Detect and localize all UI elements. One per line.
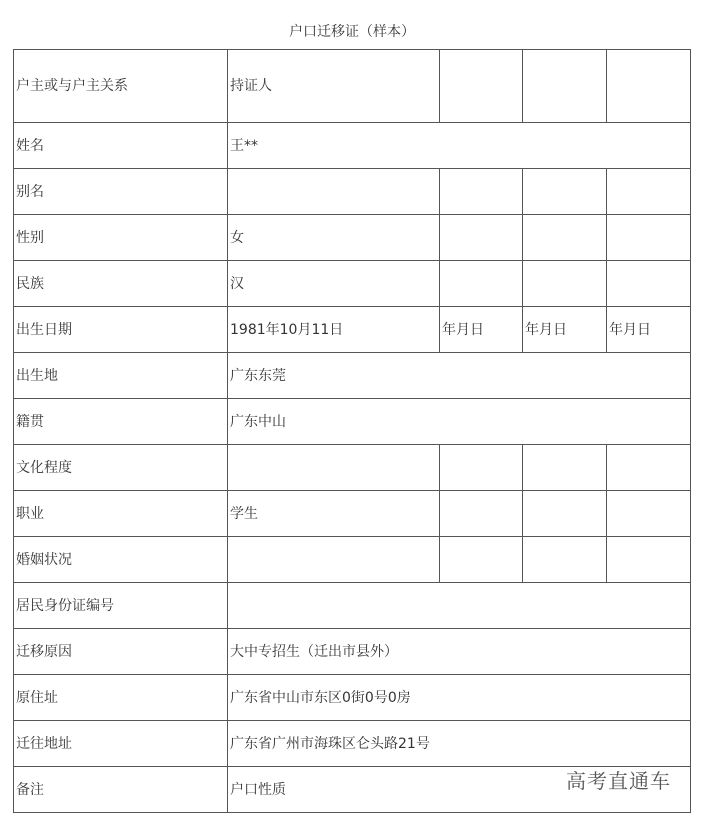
extra-cell <box>523 261 607 307</box>
row-value <box>228 169 440 215</box>
extra-cell <box>607 169 691 215</box>
row-label: 出生日期 <box>14 307 228 353</box>
extra-cell <box>523 537 607 583</box>
table-row <box>14 491 691 537</box>
row-value: 学生 <box>228 491 440 537</box>
row-label: 性别 <box>14 215 228 261</box>
table-row <box>14 215 691 261</box>
row-label: 别名 <box>14 169 228 215</box>
row-value: 广东省广州市海珠区仑头路21号 <box>228 721 691 767</box>
table-row <box>14 261 691 307</box>
table-row <box>14 583 691 629</box>
row-value: 1981年10月11日 <box>228 307 440 353</box>
row-label: 籍贯 <box>14 399 228 445</box>
table-row <box>14 537 691 583</box>
extra-cell <box>523 445 607 491</box>
table-row <box>14 307 691 353</box>
extra-cell <box>523 50 607 123</box>
extra-cell <box>440 491 523 537</box>
extra-cell <box>440 215 523 261</box>
table-row <box>14 399 691 445</box>
row-label: 迁往地址 <box>14 721 228 767</box>
table-row <box>14 629 691 675</box>
extra-cell <box>440 261 523 307</box>
extra-cell <box>523 215 607 261</box>
row-label: 民族 <box>14 261 228 307</box>
row-value: 持证人 <box>228 50 440 123</box>
migration-form-table <box>13 49 691 813</box>
row-value: 户口性质 <box>228 767 691 813</box>
extra-cell <box>607 50 691 123</box>
extra-cell <box>440 445 523 491</box>
row-label: 备注 <box>14 767 228 813</box>
row-label: 姓名 <box>14 123 228 169</box>
extra-cell <box>523 491 607 537</box>
row-value: 广东省中山市东区0街0号0房 <box>228 675 691 721</box>
extra-cell: 年月日 <box>607 307 691 353</box>
table-row <box>14 50 691 123</box>
table-row <box>14 445 691 491</box>
row-value: 王** <box>228 123 691 169</box>
row-label: 文化程度 <box>14 445 228 491</box>
extra-cell <box>440 169 523 215</box>
row-label: 户主或与户主关系 <box>14 50 228 123</box>
table-row <box>14 353 691 399</box>
row-value: 汉 <box>228 261 440 307</box>
row-label: 出生地 <box>14 353 228 399</box>
row-label: 居民身份证编号 <box>14 583 228 629</box>
row-label: 职业 <box>14 491 228 537</box>
row-label: 迁移原因 <box>14 629 228 675</box>
row-value: 广东东莞 <box>228 353 691 399</box>
extra-cell <box>607 445 691 491</box>
extra-cell <box>440 50 523 123</box>
row-value <box>228 583 691 629</box>
row-value: 女 <box>228 215 440 261</box>
row-value: 广东中山 <box>228 399 691 445</box>
table-row <box>14 721 691 767</box>
extra-cell <box>440 537 523 583</box>
extra-cell: 年月日 <box>523 307 607 353</box>
extra-cell: 年月日 <box>440 307 523 353</box>
table-row <box>14 123 691 169</box>
extra-cell <box>523 169 607 215</box>
extra-cell <box>607 491 691 537</box>
row-value <box>228 537 440 583</box>
row-value: 大中专招生（迁出市县外） <box>228 629 691 675</box>
row-label: 原住址 <box>14 675 228 721</box>
row-label: 婚姻状况 <box>14 537 228 583</box>
extra-cell <box>607 537 691 583</box>
document-title: 户口迁移证（样本） <box>289 24 415 40</box>
table-row <box>14 169 691 215</box>
extra-cell <box>607 215 691 261</box>
row-value <box>228 445 440 491</box>
table-row <box>14 675 691 721</box>
extra-cell <box>607 261 691 307</box>
watermark: 高考直通车 <box>566 769 671 793</box>
